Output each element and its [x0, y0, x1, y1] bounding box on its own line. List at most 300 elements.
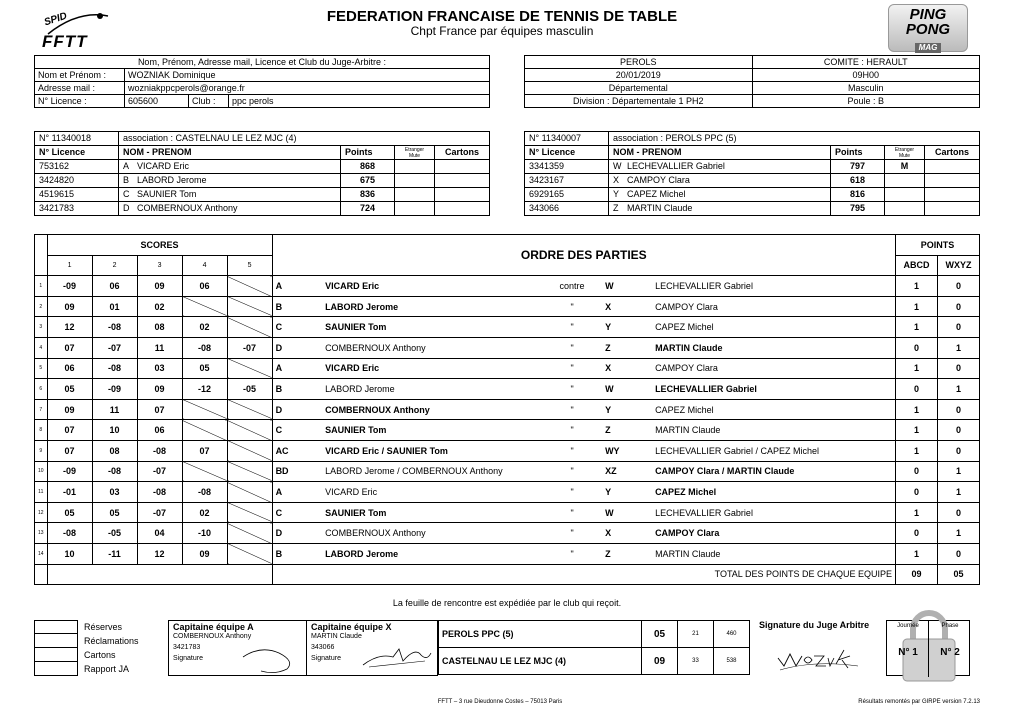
page-title: FEDERATION FRANCAISE DE TENNIS DE TABLE — [326, 8, 678, 25]
set-score: -05 — [227, 379, 272, 400]
player-a-letter: C — [272, 420, 322, 441]
player-foreign — [395, 160, 435, 174]
player-foreign: M — [885, 160, 925, 174]
player-x-name: MARTIN Claude — [652, 420, 895, 441]
player-x-letter: XZ — [602, 461, 652, 482]
score-team-a: 1 — [896, 296, 938, 317]
referee-section-title: Nom, Prénom, Adresse mail, Licence et Club du Juge-Arbitre : — [35, 56, 490, 69]
checklist-item — [34, 648, 164, 662]
result-row — [439, 621, 750, 648]
player-a-name: COMBERNOUX Anthony — [322, 337, 542, 358]
player-foreign — [885, 174, 925, 188]
player-row — [525, 188, 980, 202]
set-score: -12 — [182, 379, 227, 400]
checklist-label: Réclamations — [84, 636, 139, 646]
score-team-x: 0 — [938, 440, 980, 461]
score-team-x: 1 — [938, 461, 980, 482]
player-x-letter: W — [602, 379, 652, 400]
player-a-letter: D — [272, 523, 322, 544]
player-foreign — [885, 202, 925, 216]
result-sets: 21 — [678, 621, 714, 648]
checklist-item — [34, 662, 164, 676]
referee-info-table — [34, 55, 490, 108]
game-row — [35, 317, 980, 338]
team-x-points-header: Points — [831, 146, 885, 160]
set-score: -08 — [137, 440, 182, 461]
player-foreign — [395, 174, 435, 188]
set-score — [227, 543, 272, 564]
player-x-name: CAMPOY Clara / MARTIN Claude — [652, 461, 895, 482]
player-licence: 3341359 — [525, 160, 609, 174]
score-team-x: 1 — [938, 379, 980, 400]
player-points: 816 — [831, 188, 885, 202]
player-name: CAMPOY Clara — [627, 175, 690, 185]
match-level: Départemental — [525, 82, 753, 95]
referee-club-label: Club : — [189, 95, 229, 108]
set-score: 08 — [92, 440, 137, 461]
player-name: SAUNIER Tom — [137, 189, 197, 199]
match-date: 20/01/2019 — [525, 69, 753, 82]
player-a-name: LABORD Jerome — [322, 296, 542, 317]
set-score: 09 — [182, 543, 227, 564]
referee-licence-value: 605600 — [125, 95, 189, 108]
player-row — [525, 160, 980, 174]
results-table — [438, 620, 750, 675]
game-number: 7 — [35, 399, 48, 420]
captain-a-name: COMBERNOUX Anthony — [173, 633, 252, 640]
player-points: 868 — [341, 160, 395, 174]
score-team-x: 0 — [938, 502, 980, 523]
player-x-letter: Z — [602, 337, 652, 358]
player-x-name: LECHEVALLIER Gabriel — [652, 276, 895, 297]
team-a-association: association : CASTELNAU LE LEZ MJC (4) — [119, 132, 490, 146]
player-letter: X — [613, 175, 620, 185]
player-name: MARTIN Claude — [627, 203, 693, 213]
player-x-name: MARTIN Claude — [652, 543, 895, 564]
set-score: -10 — [182, 523, 227, 544]
set-score — [182, 399, 227, 420]
checklist — [34, 620, 164, 676]
set-score: 05 — [182, 358, 227, 379]
player-x-name: LECHEVALLIER Gabriel — [652, 379, 895, 400]
game-row — [35, 523, 980, 544]
score-team-a: 1 — [896, 440, 938, 461]
checklist-item — [34, 620, 164, 634]
versus-separator: " — [542, 358, 602, 379]
player-a-letter: AC — [272, 440, 322, 461]
captain-a-title: Capitaine équipe A — [173, 622, 254, 632]
player-name-cell — [119, 160, 341, 174]
captain-a-box — [168, 620, 306, 676]
match-time: 09H00 — [752, 69, 980, 82]
logo-mag: MAG — [915, 43, 942, 53]
checkbox[interactable] — [34, 634, 78, 648]
set-score: 05 — [47, 379, 92, 400]
checkbox[interactable] — [34, 662, 78, 676]
set-score: -08 — [92, 358, 137, 379]
player-x-name: MARTIN Claude — [652, 337, 895, 358]
score-team-a: 0 — [896, 523, 938, 544]
player-licence: 4519615 — [35, 188, 119, 202]
player-name-cell — [609, 160, 831, 174]
team-a-points-header: Points — [341, 146, 395, 160]
score-team-x: 0 — [938, 399, 980, 420]
score-team-x: 1 — [938, 482, 980, 503]
player-letter: C — [123, 189, 130, 199]
game-row — [35, 440, 980, 461]
player-name-cell — [609, 202, 831, 216]
game-number: 6 — [35, 379, 48, 400]
set-score: -09 — [92, 379, 137, 400]
set-score: 07 — [182, 440, 227, 461]
team-a-foreign-header: Etranger Mute — [395, 146, 435, 160]
result-score: 09 — [642, 648, 678, 675]
logo-ping: PING — [909, 6, 947, 23]
set-score — [227, 358, 272, 379]
game-row — [35, 358, 980, 379]
player-a-letter: D — [272, 337, 322, 358]
versus-separator: " — [542, 379, 602, 400]
set-score: -07 — [92, 337, 137, 358]
set-score — [227, 276, 272, 297]
player-a-name: VICARD Eric — [322, 482, 542, 503]
player-x-name: LECHEVALLIER Gabriel / CAPEZ Michel — [652, 440, 895, 461]
player-letter: W — [613, 161, 622, 171]
player-name: COMBERNOUX Anthony — [137, 203, 238, 213]
set-score: 07 — [47, 337, 92, 358]
player-licence: 3424820 — [35, 174, 119, 188]
set-score: 11 — [92, 399, 137, 420]
player-row — [35, 160, 490, 174]
game-number: 10 — [35, 461, 48, 482]
match-poule: Poule : B — [752, 95, 980, 108]
player-points: 836 — [341, 188, 395, 202]
set-score: 06 — [182, 276, 227, 297]
player-x-letter: Z — [602, 543, 652, 564]
player-a-letter: A — [272, 482, 322, 503]
versus-separator: " — [542, 296, 602, 317]
player-x-name: CAMPOY Clara — [652, 358, 895, 379]
captain-a-licence: 3421783 — [173, 644, 201, 651]
game-row — [35, 276, 980, 297]
versus-separator: " — [542, 543, 602, 564]
player-row — [35, 202, 490, 216]
abcd-header: ABCD — [896, 255, 938, 276]
set-score — [227, 482, 272, 503]
set-score: -09 — [47, 461, 92, 482]
player-a-name: VICARD Eric / SAUNIER Tom — [322, 440, 542, 461]
score-team-a: 1 — [896, 502, 938, 523]
set-score — [227, 420, 272, 441]
player-a-letter: B — [272, 379, 322, 400]
player-x-letter: Z — [602, 420, 652, 441]
player-x-letter: X — [602, 296, 652, 317]
player-foreign — [885, 188, 925, 202]
versus-separator: " — [542, 420, 602, 441]
referee-email-value: wozniakppcperols@orange.fr — [125, 82, 490, 95]
game-number: 4 — [35, 337, 48, 358]
set-score: -08 — [137, 482, 182, 503]
score-team-a: 1 — [896, 420, 938, 441]
match-comite: COMITE : HERAULT — [752, 56, 980, 69]
versus-separator: " — [542, 317, 602, 338]
player-licence: 3421783 — [35, 202, 119, 216]
checkbox[interactable] — [34, 620, 78, 634]
set-score: 09 — [137, 379, 182, 400]
player-a-name: COMBERNOUX Anthony — [322, 399, 542, 420]
player-row — [525, 174, 980, 188]
score-team-a: 1 — [896, 317, 938, 338]
captain-x-name: MARTIN Claude — [311, 633, 362, 640]
game-number: 3 — [35, 317, 48, 338]
game-number: 12 — [35, 502, 48, 523]
set-score: -01 — [47, 482, 92, 503]
set-score: 07 — [47, 420, 92, 441]
player-a-letter: B — [272, 296, 322, 317]
set-score: 06 — [92, 276, 137, 297]
player-name-cell — [609, 174, 831, 188]
team-x-licence-header: N° Licence — [525, 146, 609, 160]
day-label: Journée — [897, 623, 919, 629]
captain-x-licence: 343066 — [311, 644, 335, 651]
result-team: CASTELNAU LE LEZ MJC (4) — [442, 656, 567, 666]
set-score — [182, 461, 227, 482]
set-header-5: 5 — [227, 255, 272, 276]
player-row — [525, 202, 980, 216]
set-score: 04 — [137, 523, 182, 544]
score-team-a: 0 — [896, 337, 938, 358]
set-score: 09 — [47, 296, 92, 317]
match-info-table — [524, 55, 980, 108]
spid-text: SPID — [42, 10, 69, 29]
team-a-cards-header: Cartons — [435, 146, 490, 160]
player-foreign — [395, 202, 435, 216]
player-x-name: LECHEVALLIER Gabriel — [652, 502, 895, 523]
total-label: TOTAL DES POINTS DE CHAQUE EQUIPE — [272, 564, 895, 585]
referee-name-value: WOZNIAK Dominique — [125, 69, 490, 82]
player-cards — [925, 174, 980, 188]
score-team-x: 0 — [938, 317, 980, 338]
player-a-letter: B — [272, 543, 322, 564]
player-letter: A — [123, 161, 130, 171]
game-number: 13 — [35, 523, 48, 544]
player-a-name: LABORD Jerome — [322, 543, 542, 564]
wxyz-header: WXYZ — [938, 255, 980, 276]
set-score: 08 — [137, 317, 182, 338]
score-team-x: 0 — [938, 543, 980, 564]
versus-separator: " — [542, 502, 602, 523]
captain-a-signature-label: Signature — [173, 655, 203, 662]
player-x-name: CAPEZ Michel — [652, 317, 895, 338]
score-team-x: 0 — [938, 276, 980, 297]
player-points: 797 — [831, 160, 885, 174]
player-x-letter: W — [602, 502, 652, 523]
result-row — [439, 648, 750, 675]
versus-separator: " — [542, 482, 602, 503]
result-score: 05 — [642, 621, 678, 648]
player-row — [35, 174, 490, 188]
set-score: 03 — [92, 482, 137, 503]
player-x-letter: Y — [602, 482, 652, 503]
set-score — [227, 440, 272, 461]
set-score: 07 — [137, 399, 182, 420]
game-row — [35, 502, 980, 523]
checklist-item — [34, 634, 164, 648]
team-a-number: N° 11340018 — [35, 132, 119, 146]
score-team-x: 1 — [938, 523, 980, 544]
versus-separator: " — [542, 523, 602, 544]
day-value: N° 1 — [898, 647, 918, 658]
checklist-label: Rapport JA — [84, 664, 130, 674]
result-sets: 33 — [678, 648, 714, 675]
player-a-name: LABORD Jerome / COMBERNOUX Anthony — [322, 461, 542, 482]
result-points: 538 — [714, 648, 750, 675]
game-number: 9 — [35, 440, 48, 461]
team-a-name-header: NOM - PRENOM — [119, 146, 341, 160]
set-score: -08 — [182, 337, 227, 358]
result-points: 460 — [714, 621, 750, 648]
referee-signature-area — [754, 620, 884, 678]
set-score: 09 — [137, 276, 182, 297]
player-a-name: SAUNIER Tom — [322, 317, 542, 338]
set-header-2: 2 — [92, 255, 137, 276]
player-a-letter: BD — [272, 461, 322, 482]
set-score: -07 — [137, 461, 182, 482]
team-x-cards-header: Cartons — [925, 146, 980, 160]
referee-name-label: Nom et Prénom : — [35, 69, 125, 82]
set-header-4: 4 — [182, 255, 227, 276]
game-row — [35, 399, 980, 420]
total-team-a: 09 — [896, 564, 938, 585]
set-score: -08 — [92, 461, 137, 482]
player-a-name: SAUNIER Tom — [322, 420, 542, 441]
player-x-name: CAMPOY Clara — [652, 523, 895, 544]
player-name-cell — [119, 188, 341, 202]
player-a-letter: A — [272, 358, 322, 379]
set-score: 06 — [137, 420, 182, 441]
set-score: -08 — [92, 317, 137, 338]
player-licence: 753162 — [35, 160, 119, 174]
player-cards — [925, 188, 980, 202]
set-score: -07 — [137, 502, 182, 523]
scores-header: SCORES — [47, 235, 272, 256]
team-a-licence-header: N° Licence — [35, 146, 119, 160]
player-x-letter: Y — [602, 399, 652, 420]
player-row — [35, 188, 490, 202]
player-name: VICARD Eric — [137, 161, 190, 171]
match-location: PEROLS — [525, 56, 753, 69]
set-score: 06 — [47, 358, 92, 379]
team-x-foreign-header: Etranger Mute — [885, 146, 925, 160]
footer-version: Résultats remontés par GIRPE version 7.2.13 — [858, 699, 980, 705]
player-points: 618 — [831, 174, 885, 188]
notice-text: La feuille de rencontre est expédiée par le club qui reçoit. — [392, 598, 622, 608]
player-a-letter: A — [272, 276, 322, 297]
player-cards — [925, 202, 980, 216]
versus-separator: " — [542, 440, 602, 461]
versus-separator: " — [542, 337, 602, 358]
player-a-letter: D — [272, 399, 322, 420]
versus-separator: contre — [542, 276, 602, 297]
set-score — [182, 296, 227, 317]
set-score: 12 — [47, 317, 92, 338]
captain-a-signature — [239, 631, 303, 675]
player-letter: Y — [613, 189, 620, 199]
score-team-a: 0 — [896, 482, 938, 503]
phase-label: Phase — [941, 623, 959, 629]
player-licence: 343066 — [525, 202, 609, 216]
set-score: 02 — [182, 317, 227, 338]
game-row — [35, 461, 980, 482]
player-x-letter: Y — [602, 317, 652, 338]
versus-separator: " — [542, 461, 602, 482]
set-score: 02 — [182, 502, 227, 523]
player-letter: D — [123, 203, 130, 213]
set-score: 05 — [92, 502, 137, 523]
game-row — [35, 379, 980, 400]
game-number: 2 — [35, 296, 48, 317]
set-score: -07 — [227, 337, 272, 358]
set-score — [227, 317, 272, 338]
set-score: 01 — [92, 296, 137, 317]
set-header-3: 3 — [137, 255, 182, 276]
player-cards — [435, 160, 490, 174]
player-a-letter: C — [272, 317, 322, 338]
fftt-text: FFTT — [42, 32, 88, 51]
player-name-cell — [119, 174, 341, 188]
referee-licence-label: N° Licence : — [35, 95, 125, 108]
set-score: 03 — [137, 358, 182, 379]
checkbox[interactable] — [34, 648, 78, 662]
player-x-name: CAMPOY Clara — [652, 296, 895, 317]
player-points: 724 — [341, 202, 395, 216]
game-number: 11 — [35, 482, 48, 503]
set-score: 02 — [137, 296, 182, 317]
set-score: -08 — [47, 523, 92, 544]
result-team: PEROLS PPC (5) — [442, 629, 514, 639]
player-points: 795 — [831, 202, 885, 216]
set-score — [227, 502, 272, 523]
set-score — [227, 523, 272, 544]
set-score: 05 — [47, 502, 92, 523]
player-cards — [925, 160, 980, 174]
player-points: 675 — [341, 174, 395, 188]
set-score: 09 — [47, 399, 92, 420]
score-team-a: 0 — [896, 461, 938, 482]
referee-signature-title: Signature du Juge Arbitre — [759, 620, 870, 630]
set-score: -09 — [47, 276, 92, 297]
player-cards — [435, 202, 490, 216]
referee-signature — [774, 638, 864, 672]
player-foreign — [395, 188, 435, 202]
set-score — [227, 296, 272, 317]
player-x-name: CAPEZ Michel — [652, 482, 895, 503]
set-score: 10 — [92, 420, 137, 441]
set-score: 07 — [47, 440, 92, 461]
referee-email-label: Adresse mail : — [35, 82, 125, 95]
player-name: LABORD Jerome — [137, 175, 207, 185]
score-team-a: 1 — [896, 358, 938, 379]
game-row — [35, 543, 980, 564]
total-team-x: 05 — [938, 564, 980, 585]
set-score — [182, 420, 227, 441]
set-score: -05 — [92, 523, 137, 544]
score-team-a: 0 — [896, 379, 938, 400]
score-team-x: 1 — [938, 337, 980, 358]
game-number: 14 — [35, 543, 48, 564]
match-division: Division : Départementale 1 PH2 — [525, 95, 753, 108]
player-name-cell — [119, 202, 341, 216]
